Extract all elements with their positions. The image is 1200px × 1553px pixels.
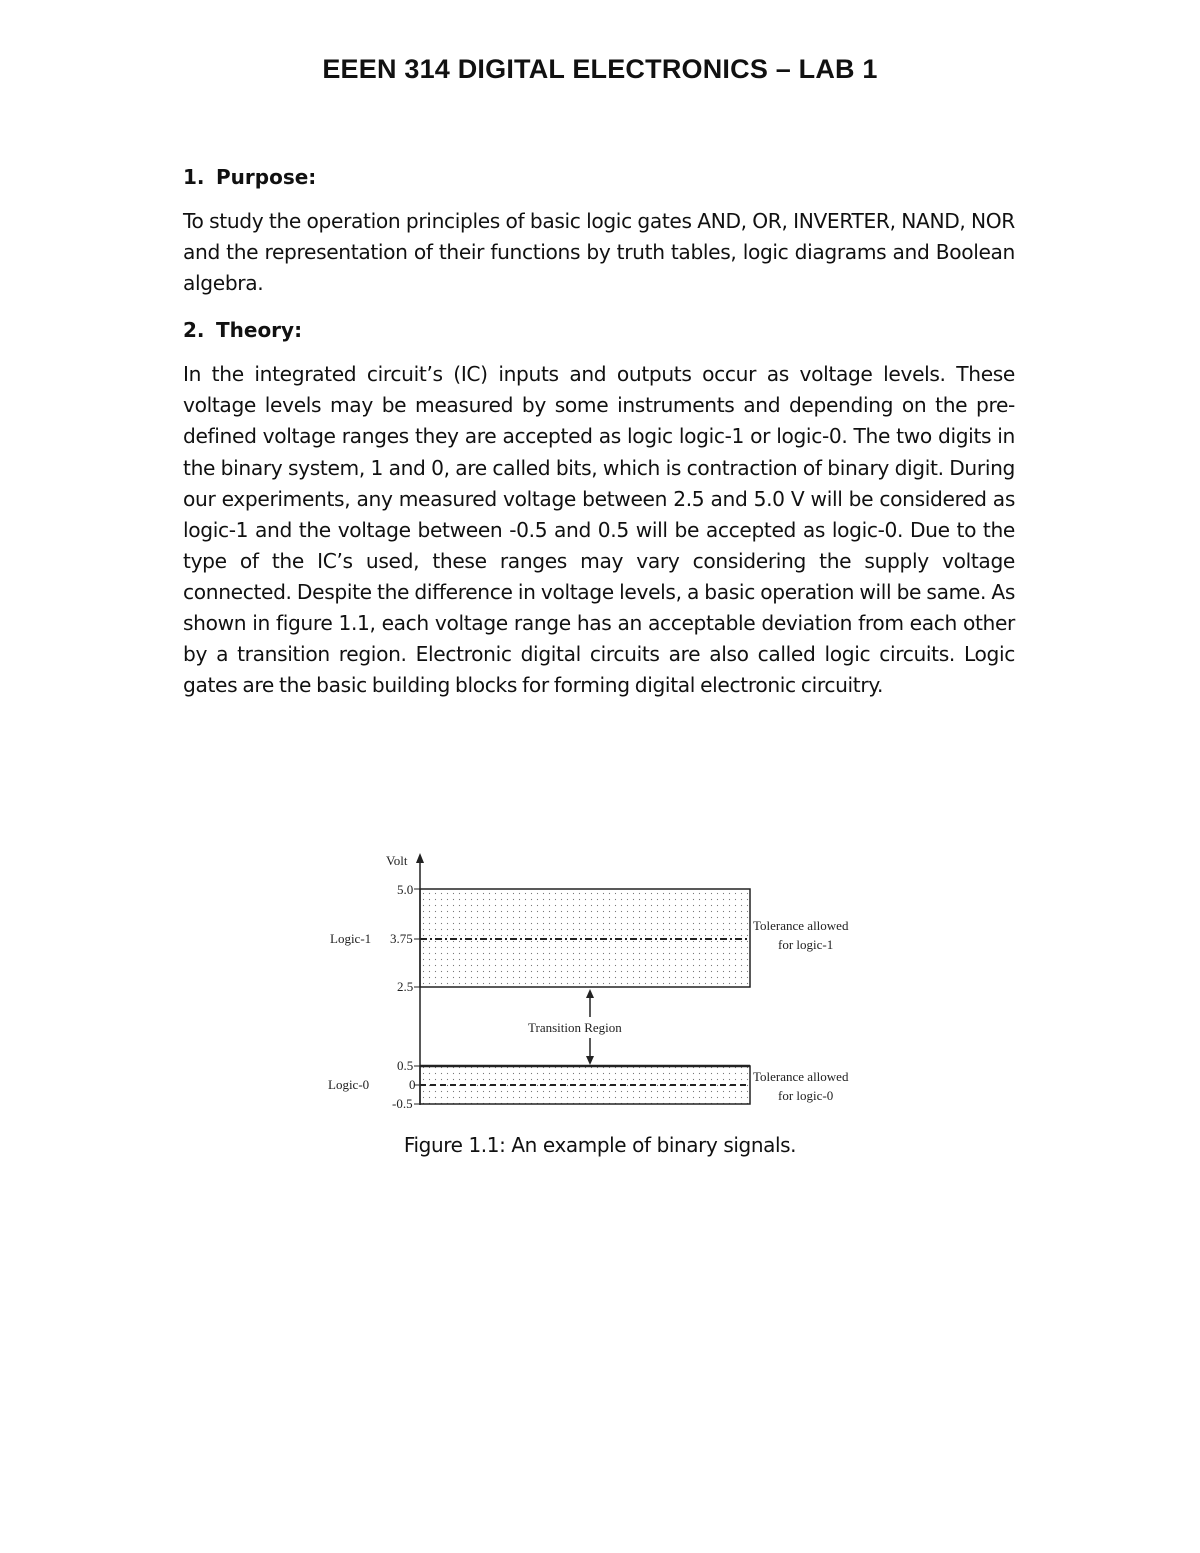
tick-label: 5.0 (397, 882, 414, 897)
arrow-down-icon (586, 1056, 594, 1065)
tick-label: 3.75 (390, 931, 413, 946)
tick-label: 0.5 (397, 1058, 414, 1073)
section-heading-text: Theory: (216, 318, 303, 343)
section-heading-theory (183, 313, 1015, 351)
tolerance0-label-line2: for logic-0 (778, 1088, 834, 1103)
logic0-label: Logic-0 (328, 1077, 370, 1092)
transition-label: Transition Region (528, 1020, 622, 1035)
binary-signal-diagram (320, 850, 890, 1115)
arrow-up-icon (586, 989, 594, 998)
section-number: 1. (183, 165, 205, 189)
tolerance1-label: Tolerance allowed (753, 918, 849, 933)
theory-paragraph: In the integrated circuit’s (IC) inputs and outputs occur as voltage levels. These voltage levels may be measured by some instruments and depending on the pre-defined voltage ranges they are accepted as logic logic-1 or logic-0. The two digits in the binary system, 1 and 0, are called bits, which is contraction of binary digit. During our experiments, any measured voltage between 2.5 and 5.0 V will be considered as logic-1 and the voltage between -0.5 and 0.5 will be accepted as logic-0. Due to the type of the IC’s used, these ranges may vary considering the supply voltage connected. Despite the difference in voltage levels, a basic operation will be same. As shown in figure 1.1, each voltage range has an acceptable deviation from each other by a transition region. Electronic digital circuits are also called logic circuits. Logic gates are the basic building blocks for forming digital electronic circuitry. (183, 362, 1015, 698)
logic1-label: Logic-1 (330, 931, 372, 946)
section-heading-purpose (183, 160, 1015, 198)
section-number: 2. (183, 318, 205, 343)
figure-caption: Figure 1.1: An example of binary signals. (403, 1133, 797, 1157)
axis-label: Volt (386, 853, 408, 868)
axis-arrow-icon (416, 853, 424, 863)
purpose-paragraph: To study the operation principles of basic logic gates AND, OR, INVERTER, NAND, NOR and the representation of their functions by truth tables, logic diagrams and Boolean algebra. (183, 209, 1015, 296)
section-heading-text: Purpose: (216, 165, 317, 189)
tolerance1-label-line2: for logic-1 (778, 937, 834, 952)
binary-signal-figure (320, 850, 890, 1115)
page-title: EEEN 314 DIGITAL ELECTRONICS – LAB 1 (322, 54, 878, 84)
tick-label: 0 (409, 1077, 416, 1092)
tick-label: -0.5 (392, 1096, 413, 1111)
document-body (183, 160, 1015, 715)
tolerance0-label: Tolerance allowed (753, 1069, 849, 1084)
tick-label: 2.5 (397, 979, 414, 994)
